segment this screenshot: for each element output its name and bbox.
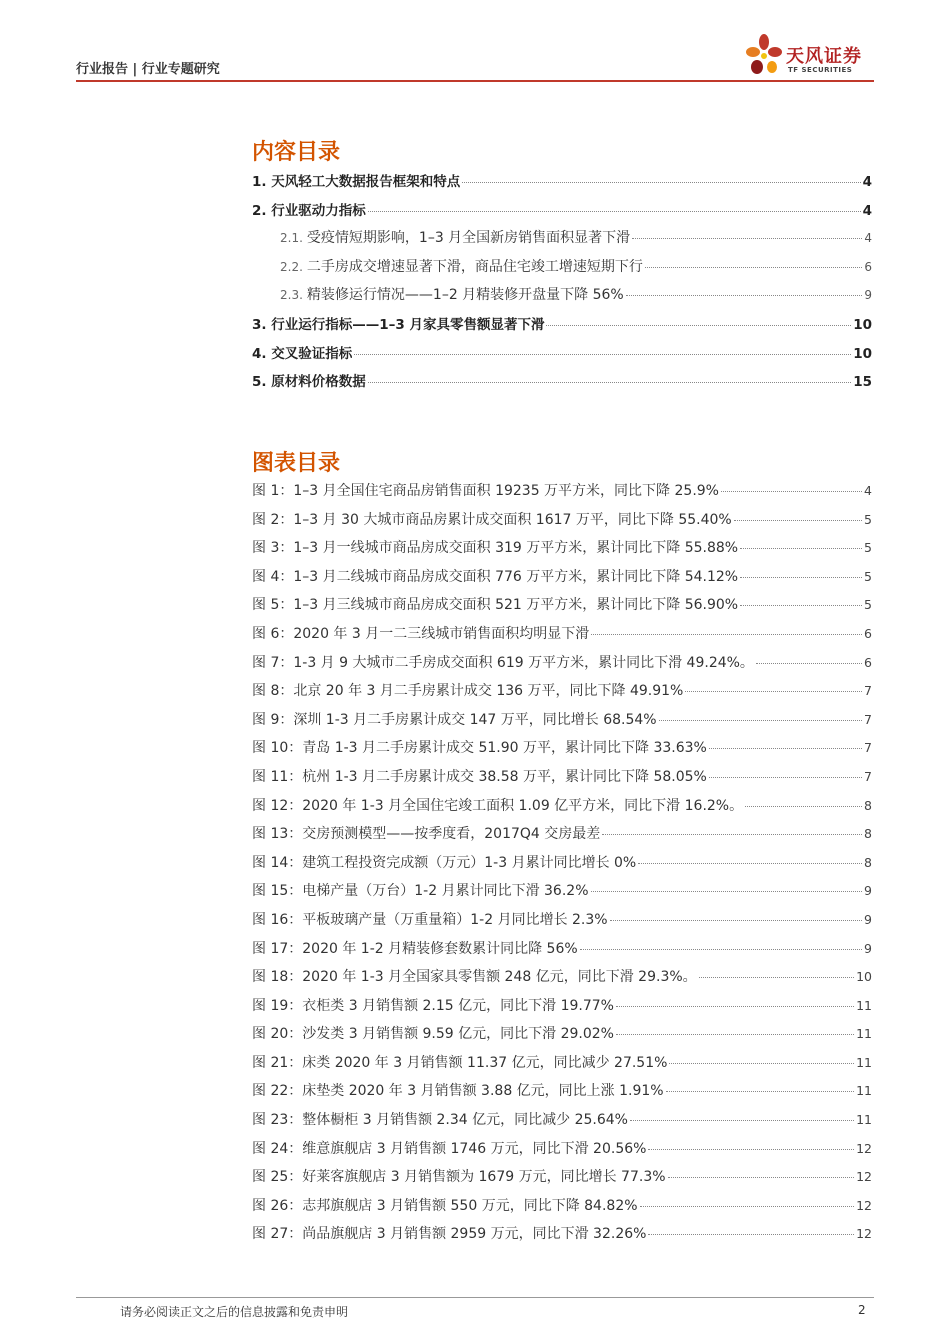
breadcrumb: 行业报告 | 行业专题研究 — [76, 62, 220, 77]
figure-entry[interactable] — [252, 880, 872, 909]
dot-leader — [685, 691, 862, 692]
dot-leader — [659, 720, 862, 721]
toc-entry[interactable] — [252, 170, 872, 199]
figure-entry-label: 图 1：1–3 月全国住宅商品房销售面积 19235 万平方米，同比下降 25.9% — [252, 483, 719, 499]
dot-leader — [591, 891, 863, 892]
dot-leader — [462, 182, 860, 183]
figure-entry-label: 图 16：平板玻璃产量（万重量箱）1-2 月同比增长 2.3% — [252, 911, 608, 928]
toc-entry-text: 精装修运行情况——1–2 月精装修开盘量下降 56% — [306, 287, 624, 304]
figure-entry[interactable] — [252, 509, 872, 538]
figure-entry-label: 图 18：2020 年 1-3 月全国家具零售额 248 亿元，同比下滑 29.3%。 — [252, 969, 697, 986]
figure-entry-page: 7 — [864, 683, 872, 699]
toc-entry-page: 9 — [864, 288, 872, 303]
dot-leader — [368, 382, 851, 383]
dot-leader — [648, 1149, 854, 1150]
figure-entry-label: 图 3：1–3 月一线城市商品房成交面积 319 万平方米，累计同比下降 55.88% — [252, 540, 739, 557]
figure-entry-page: 12 — [856, 1169, 872, 1185]
flower-logo-icon — [744, 32, 784, 78]
dot-leader — [648, 1234, 854, 1235]
figure-entry[interactable] — [252, 1166, 872, 1195]
dot-leader — [668, 1177, 855, 1178]
dot-leader — [638, 863, 862, 864]
figure-entry[interactable] — [252, 995, 872, 1024]
figure-entry-label: 图 10：青岛 1-3 月二手房累计成交 51.90 万平，累计同比下降 33.63% — [252, 740, 707, 757]
toc-entry[interactable] — [252, 199, 872, 228]
figure-entry-label: 图 12：2020 年 1-3 月全国住宅竣工面积 1.09 亿平方米，同比下滑 16.2%。 — [252, 797, 744, 814]
toc-entry-label: 5. 原材料价格数据 — [252, 374, 366, 391]
figure-entry[interactable] — [252, 852, 872, 881]
figure-entry-page: 4 — [864, 483, 872, 498]
figure-entry[interactable] — [252, 537, 872, 566]
figure-entry-label: 图 21：床类 2020 年 3 月销售额 11.37 亿元，同比减少 27.51% — [252, 1054, 668, 1071]
toc-entry-page: 4 — [864, 231, 872, 246]
toc-entry-text: 受疫情短期影响，1–3 月全国新房销售面积显著下滑 — [306, 230, 631, 247]
toc-entry[interactable] — [252, 342, 872, 371]
toc-entry-text: 二手房成交增速显著下滑，商品住宅竣工增速短期下行 — [306, 258, 643, 275]
dot-leader — [699, 977, 854, 978]
toc-entry-label: 4. 交叉验证指标 — [252, 345, 353, 362]
dot-leader — [666, 1091, 854, 1092]
toc-entry[interactable] — [252, 284, 872, 313]
toc-entry-label: 1. 天风轻工大数据报告框架和特点 — [252, 174, 461, 190]
figure-entry-label: 图 17：2020 年 1-2 月精装修套数累计同比降 56% — [252, 940, 578, 957]
figure-entry[interactable] — [252, 1195, 872, 1224]
figure-entry-page: 9 — [864, 911, 872, 927]
figure-entry[interactable] — [252, 966, 872, 995]
figure-entry-page: 5 — [864, 597, 872, 613]
figure-entry-label: 图 13：交房预测模型——按季度看，2017Q4 交房最差 — [252, 826, 601, 843]
toc-entry-number: 2.3. — [280, 288, 303, 303]
figure-entry-label: 图 26：志邦旗舰店 3 月销售额 550 万元，同比下降 84.82% — [252, 1197, 638, 1214]
figure-entry-label: 图 14：建筑工程投资完成额（万元）1-3 月累计同比增长 0% — [252, 854, 637, 871]
toc-entry-label: 2. 行业驱动力指标 — [252, 202, 366, 219]
figure-entry[interactable] — [252, 566, 872, 595]
figure-entry-page: 8 — [864, 797, 872, 813]
figure-entry-label: 图 4：1–3 月二线城市商品房成交面积 776 万平方米，累计同比下降 54.12% — [252, 568, 739, 585]
figure-entry-label: 图 9：深圳 1-3 月二手房累计成交 147 万平，同比增长 68.54% — [252, 711, 657, 728]
figure-entry[interactable] — [252, 594, 872, 623]
figure-entry-label: 图 15：电梯产量（万台）1-2 月累计同比下滑 36.2% — [252, 883, 589, 900]
figure-entry-label: 图 27：尚品旗舰店 3 月销售额 2959 万元，同比下滑 32.26% — [252, 1226, 647, 1243]
dot-leader — [669, 1063, 854, 1064]
logo-text-en: TF SECURITIES — [788, 66, 853, 74]
dot-leader — [740, 605, 862, 606]
figure-entry[interactable] — [252, 766, 872, 795]
figure-entry-page: 12 — [856, 1226, 872, 1242]
dot-leader — [616, 1006, 854, 1007]
toc-title: 内容目录 — [252, 140, 341, 165]
figure-entry[interactable] — [252, 795, 872, 824]
figure-entry[interactable] — [252, 623, 872, 652]
figure-entry[interactable] — [252, 823, 872, 852]
toc-entry-number: 2.2. — [280, 259, 303, 274]
dot-leader — [546, 325, 851, 326]
toc-entry[interactable] — [252, 256, 872, 285]
figure-entry-label: 图 2：1–3 月 30 大城市商品房累计成交面积 1617 万平，同比下降 55.40% — [252, 511, 732, 528]
toc-entry-label — [280, 256, 643, 276]
dot-leader — [721, 491, 862, 492]
footer-divider — [76, 1297, 874, 1298]
dot-leader — [602, 834, 862, 835]
toc-entry-page: 10 — [853, 316, 872, 333]
figure-entry-page: 5 — [864, 540, 872, 556]
figure-entry-page: 11 — [856, 997, 872, 1013]
dot-leader — [645, 267, 862, 268]
figure-entry[interactable] — [252, 1223, 872, 1252]
dot-leader — [709, 748, 862, 749]
page-header — [76, 30, 874, 82]
toc-entry[interactable] — [252, 370, 872, 399]
figure-entry-label: 图 11：杭州 1-3 月二手房累计成交 38.58 万平，累计同比下降 58.05% — [252, 768, 707, 785]
figure-entry[interactable] — [252, 938, 872, 967]
figure-entry-label: 图 5：1–3 月三线城市商品房成交面积 521 万平方米，累计同比下降 56.90% — [252, 597, 739, 614]
dot-leader — [756, 663, 862, 664]
dot-leader — [580, 949, 862, 950]
figure-entry-page: 11 — [856, 1112, 872, 1128]
figure-entry-label: 图 6：2020 年 3 月一二三线城市销售面积均明显下滑 — [252, 625, 590, 642]
figure-entry-page: 11 — [856, 1054, 872, 1070]
figure-entry[interactable] — [252, 1052, 872, 1081]
toc-entry-page: 4 — [862, 202, 872, 219]
figure-entry[interactable] — [252, 1023, 872, 1052]
figure-entry-page: 6 — [864, 654, 872, 670]
toc-entry-label — [280, 227, 630, 247]
figure-entry[interactable] — [252, 480, 872, 509]
dot-leader — [626, 295, 863, 296]
dot-leader — [591, 634, 862, 635]
dot-leader — [740, 577, 862, 578]
figure-entry-page: 11 — [856, 1083, 872, 1099]
figure-entry-page: 7 — [864, 711, 872, 727]
dot-leader — [734, 520, 862, 521]
figure-entry-page: 5 — [864, 511, 872, 527]
dot-leader — [709, 777, 862, 778]
figure-entry-label: 图 24：维意旗舰店 3 月销售额 1746 万元，同比下滑 20.56% — [252, 1140, 647, 1157]
toc-entry-page: 6 — [864, 259, 872, 274]
figure-entry[interactable] — [252, 737, 872, 766]
figure-entry[interactable] — [252, 1138, 872, 1167]
figure-entry-page: 12 — [856, 1140, 872, 1156]
dot-leader — [632, 238, 862, 239]
toc-entry[interactable] — [252, 313, 872, 342]
figure-entry-page: 8 — [864, 854, 872, 870]
figure-entry-page: 12 — [856, 1197, 872, 1213]
figure-entry-page: 7 — [864, 740, 872, 756]
toc-entry-number: 2.1. — [280, 231, 303, 246]
figure-entry[interactable] — [252, 680, 872, 709]
dot-leader — [610, 920, 862, 921]
figure-entry[interactable] — [252, 652, 872, 681]
logo-text-cn: 天风证券 — [786, 46, 862, 67]
toc-entry-label: 3. 行业运行指标——1–3 月家具零售额显著下滑 — [252, 316, 545, 333]
dot-leader — [354, 354, 851, 355]
figure-entry-page: 11 — [856, 1026, 872, 1042]
figure-entry[interactable] — [252, 709, 872, 738]
figures-title: 图表目录 — [252, 451, 341, 476]
toc-list — [252, 170, 872, 399]
figure-entry-page: 8 — [864, 826, 872, 842]
footer-disclaimer: 请务必阅读正文之后的信息披露和免责申明 — [120, 1305, 349, 1319]
dot-leader — [640, 1206, 855, 1207]
figure-entry-label: 图 8：北京 20 年 3 月二手房累计成交 136 万平，同比下降 49.91% — [252, 683, 684, 700]
figure-entry-label: 图 25：好莱客旗舰店 3 月销售额为 1679 万元，同比增长 77.3% — [252, 1169, 666, 1186]
dot-leader — [616, 1034, 854, 1035]
page-number: 2 — [858, 1303, 866, 1317]
toc-entry[interactable] — [252, 227, 872, 256]
figure-entry-page: 10 — [856, 969, 872, 985]
figure-entry-label: 图 23：整体橱柜 3 月销售额 2.34 亿元，同比减少 25.64% — [252, 1112, 628, 1129]
figure-entry[interactable] — [252, 1109, 872, 1138]
header-divider — [76, 80, 874, 82]
toc-entry-page: 4 — [862, 174, 872, 190]
figure-entry[interactable] — [252, 1080, 872, 1109]
figure-entry-page: 5 — [864, 568, 872, 584]
dot-leader — [368, 211, 861, 212]
figure-entry-label: 图 7：1-3 月 9 大城市二手房成交面积 619 万平方米，累计同比下滑 49.24%。 — [252, 654, 754, 671]
brand-logo — [744, 30, 874, 80]
figure-entry-page: 9 — [864, 883, 872, 899]
figure-entry-label: 图 19：衣柜类 3 月销售额 2.15 亿元，同比下滑 19.77% — [252, 997, 614, 1014]
figures-list — [252, 480, 872, 1252]
toc-entry-label — [280, 284, 624, 304]
figure-entry[interactable] — [252, 909, 872, 938]
figure-entry-page: 6 — [864, 625, 872, 641]
dot-leader — [630, 1120, 854, 1121]
figure-entry-page: 7 — [864, 768, 872, 784]
toc-entry-page: 15 — [853, 374, 872, 391]
figure-entry-page: 9 — [864, 940, 872, 956]
figure-entry-label: 图 20：沙发类 3 月销售额 9.59 亿元，同比下滑 29.02% — [252, 1026, 614, 1043]
dot-leader — [740, 548, 862, 549]
dot-leader — [745, 806, 862, 807]
toc-entry-page: 10 — [853, 345, 872, 362]
figure-entry-label: 图 22：床垫类 2020 年 3 月销售额 3.88 亿元，同比上涨 1.91% — [252, 1083, 664, 1100]
